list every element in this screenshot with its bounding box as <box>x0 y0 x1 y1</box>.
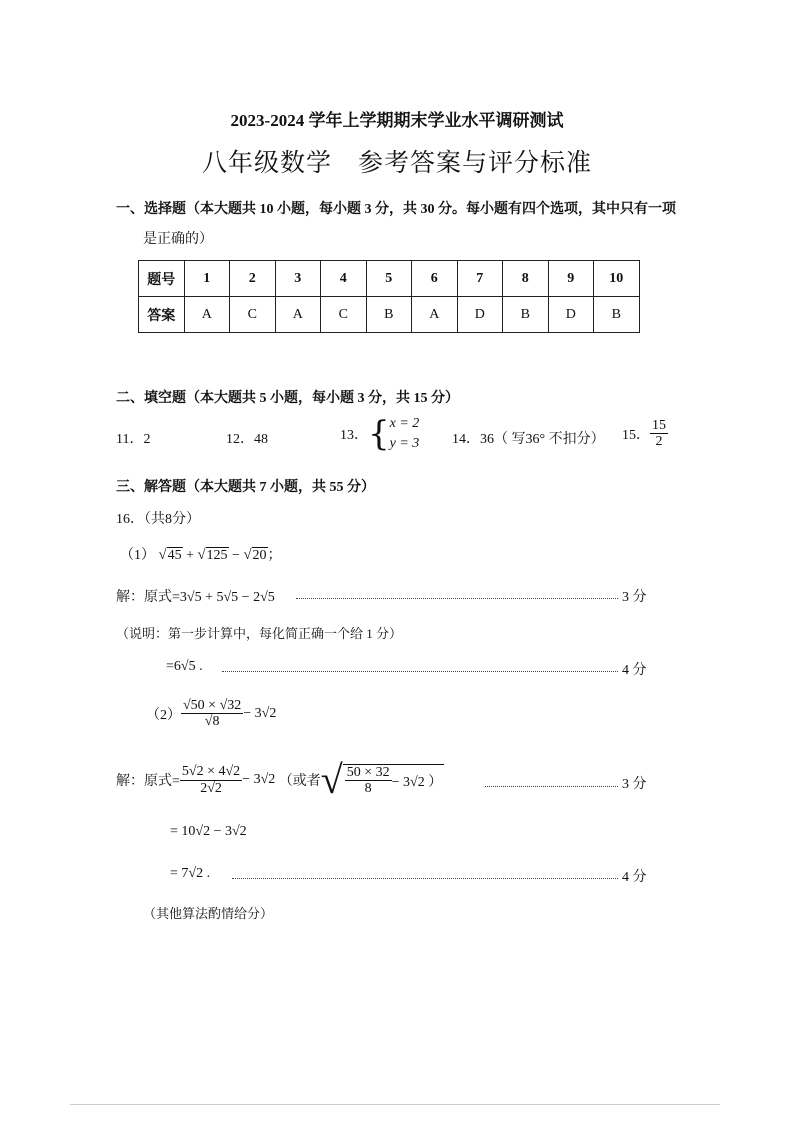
section1-desc: （本大题共 10 小题，每小题 3 分，共 30 分。每小题有四个选项，其中只有一项 <box>186 202 676 217</box>
sqrt: √20 <box>243 547 267 563</box>
table-cell: B <box>594 297 640 333</box>
table-cell: A <box>275 297 321 333</box>
fraction <box>345 765 392 797</box>
question-16: 16．（共8分） <box>116 512 200 527</box>
score: 3 分 <box>622 590 647 605</box>
step1-expr: 3√5 + 5√5 − 2√5 <box>179 590 275 605</box>
exam-title: 2023-2024 学年上学期期末学业水平调研测试 <box>230 111 564 130</box>
section1-heading: 一、选择题 <box>116 202 186 217</box>
solution2-step3: = 7√2 . <box>170 866 211 881</box>
fraction <box>181 698 243 730</box>
leader-dots <box>485 786 618 787</box>
equation-system <box>390 414 420 455</box>
fraction-numerator: 5√2 × 4√2 <box>181 764 241 780</box>
part1-label: （1） <box>120 548 155 563</box>
leader-dots <box>232 878 618 879</box>
equation-2: y = 3 <box>389 436 420 452</box>
answer-13-label: 13． <box>340 428 368 444</box>
table-cell: 4 <box>321 261 367 297</box>
table-header-cell: 答案 <box>139 297 185 333</box>
table-cell: 7 <box>457 261 503 297</box>
part1-expression: （1） √45 + √125 − √20； <box>120 547 282 563</box>
table-cell: B <box>366 297 412 333</box>
table-cell: 3 <box>275 261 321 297</box>
section3-heading-line <box>116 476 375 496</box>
solution1-step1 <box>116 586 275 606</box>
table-cell: 10 <box>594 261 640 297</box>
section3-heading: 三、解答题 <box>116 480 186 495</box>
table-cell: D <box>548 297 594 333</box>
table-cell: 6 <box>412 261 458 297</box>
answer-13 <box>340 414 419 455</box>
table-cell: A <box>412 297 458 333</box>
fraction-numerator: √50 × √32 <box>183 698 242 713</box>
answer-15-label: 15． <box>622 427 650 443</box>
score: 3 分 <box>622 777 647 792</box>
answer-12: 12．48 <box>226 432 268 447</box>
answer-15 <box>622 418 668 450</box>
table-header-cell: 题号 <box>139 261 185 297</box>
solution1-step2: =6√5 . <box>166 659 203 674</box>
section1-heading-line <box>116 198 676 218</box>
table-cell: 1 <box>184 261 230 297</box>
table-row <box>139 297 640 333</box>
table-cell: A <box>184 297 230 333</box>
answer-14: 14．36（ 写36° 不扣分） <box>452 432 605 447</box>
leader-dots <box>222 671 618 672</box>
alternative-open: （或者 <box>278 774 321 789</box>
solution-label: 解：原式= <box>116 774 180 789</box>
radical-icon: √ <box>158 547 167 563</box>
score: 4 分 <box>622 870 647 885</box>
radical-icon: √ <box>197 547 206 563</box>
section3-desc: （本大题共 7 小题，共 55 分） <box>186 480 375 495</box>
leader-dots <box>296 598 618 599</box>
solution-label: 解：原式= <box>116 590 180 605</box>
solution2-step1: 解：原式= $\frac{5√2 \times 4√2}{2√2}$ − 3√2 （或者√ $\frac{50 \times 32}{8}$ − 3√2 ） <box>116 757 443 802</box>
solution2-step2: = 10√2 − 3√2 <box>170 824 247 839</box>
section2-heading: 二、填空题 <box>116 391 186 406</box>
equation-1: x = 2 <box>389 416 420 431</box>
left-brace-icon: { <box>368 414 390 455</box>
fraction-denominator: 8 <box>364 781 372 796</box>
table-cell: 2 <box>230 261 276 297</box>
note-2: （其他算法酌情给分） <box>143 906 274 921</box>
table-cell: 5 <box>366 261 412 297</box>
sqrt: √125 <box>197 547 228 563</box>
answer-table <box>138 260 640 333</box>
table-cell: 9 <box>548 261 594 297</box>
fraction <box>650 418 668 450</box>
table-cell: C <box>230 297 276 333</box>
table-row <box>139 261 640 297</box>
section2-heading-line <box>116 387 459 407</box>
table-cell: B <box>503 297 549 333</box>
sqrt: √45 <box>158 547 182 563</box>
fraction-denominator: 2√2 <box>200 780 222 796</box>
answer-11: 11．2 <box>116 432 151 447</box>
table-cell: D <box>457 297 503 333</box>
table-cell: 8 <box>503 261 549 297</box>
part2-expression: （2） $\frac{√50 \times √32}{√8}$ − 3√2 <box>146 698 277 730</box>
radical-argument: $\frac{50 \times 32}{8}$ − 3√2 ） <box>343 764 445 797</box>
answer-key-title: 八年级数学 参考答案与评分标准 <box>201 148 592 177</box>
fraction-denominator: 2 <box>655 434 663 450</box>
fraction-numerator: 50 × 32 <box>346 764 390 780</box>
part2-label: （2） <box>146 707 181 723</box>
fraction-denominator: √8 <box>204 714 220 730</box>
page-divider <box>70 1104 720 1105</box>
note-1: （说明：第一步计算中，每化简正确一个给 1 分） <box>116 626 403 641</box>
section2-desc: （本大题共 5 小题，每小题 3 分，共 15 分） <box>186 391 459 406</box>
fraction <box>180 764 242 796</box>
score: 4 分 <box>622 663 647 678</box>
radical-icon: √ <box>243 547 252 563</box>
section1-desc-cont: 是正确的） <box>143 232 213 247</box>
fraction-numerator: 15 <box>652 418 666 433</box>
radical-icon: √ <box>320 757 343 802</box>
table-cell: C <box>321 297 367 333</box>
